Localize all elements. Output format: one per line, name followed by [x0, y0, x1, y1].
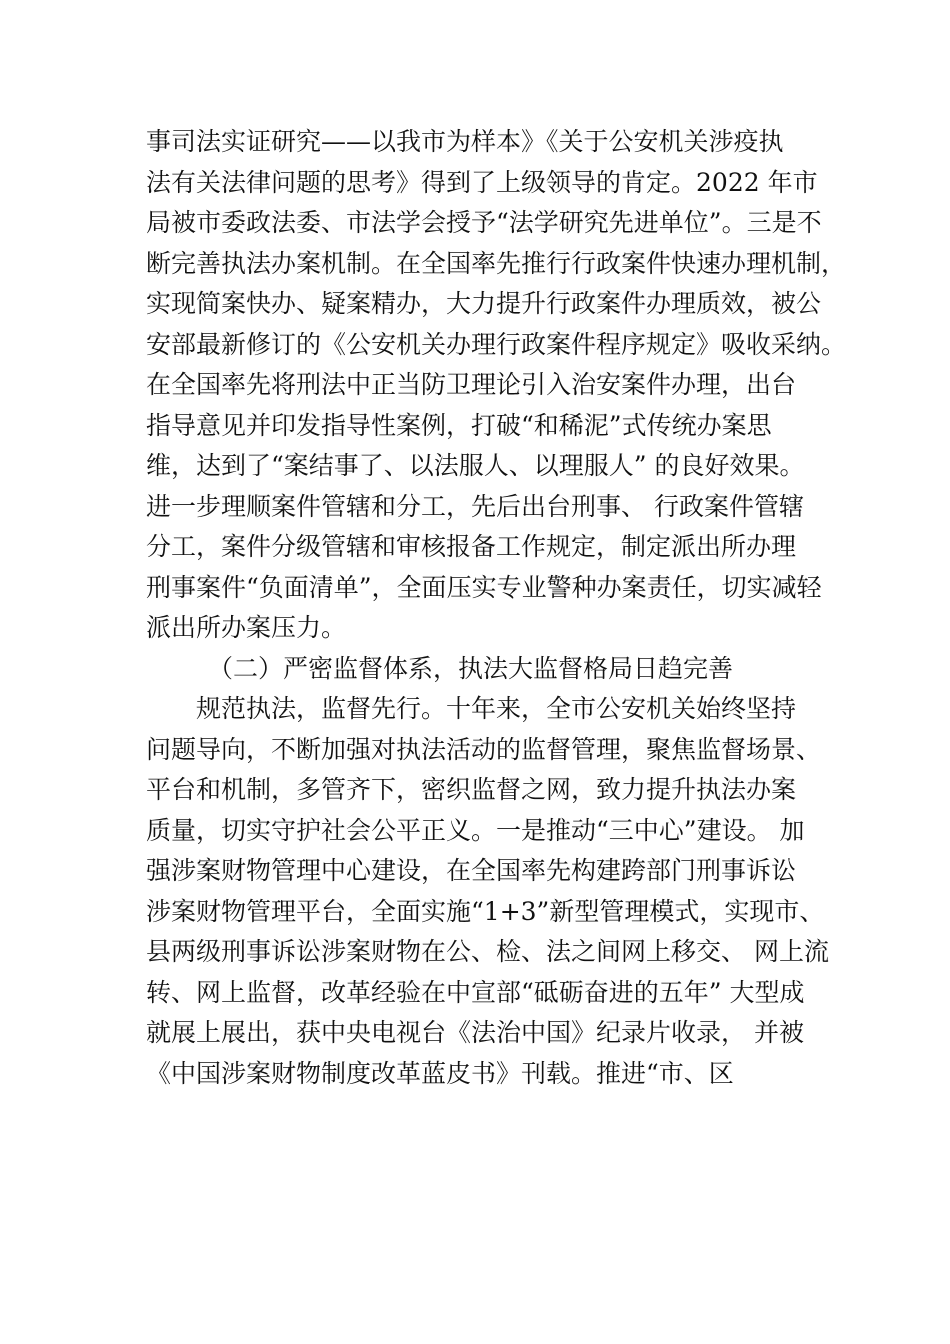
paragraph-line: 就展上展出，获中央电视台《法治中国》纪录片收录， 并被 [146, 1018, 804, 1047]
paragraph-line: 派出所办案压力。 [146, 613, 347, 642]
paragraph-line: 指导意见并印发指导性案例，打破“和稀泥”式传统办案思 [146, 410, 772, 440]
paragraph-line: 质量，切实守护社会公平正义。一是推动“三中心”建设。 加 [146, 815, 805, 845]
paragraph-line: 实现简案快办、疑案精办，大力提升行政案件办理质效，被公 [146, 289, 822, 318]
paragraph-line: 事司法实证研究——以我市为样本》《关于公安机关涉疫执 [146, 127, 784, 156]
paragraph-line: 在全国率先将刑法中正当防卫理论引入治安案件办理，出台 [146, 370, 797, 399]
paragraph-line: 县两级刑事诉讼涉案财物在公、检、法之间网上移交、 网上流 [146, 937, 829, 966]
body-text [146, 122, 847, 1094]
paragraph-line: 刑事案件“负面清单”，全面压实专业警种办案责任，切实减轻 [146, 572, 822, 602]
paragraph-line: 问题导向，不断加强对执法活动的监督管理，聚焦监督场景、 [146, 734, 822, 764]
paragraph-line: 维，达到了“案结事了、以法服人、以理服人” 的良好效果。 [146, 451, 805, 480]
paragraph-line: 安部最新修订的《公安机关办理行政案件程序规定》吸收采纳。 [146, 329, 847, 359]
paragraph-line: 断完善执法办案机制。在全国率先推行行政案件快速办理机制， [146, 248, 847, 278]
paragraph-line: 强涉案财物管理中心建设，在全国率先构建跨部门刑事诉讼 [146, 856, 797, 885]
paragraph-line: 法有关法律问题的思考》得到了上级领导的肯定。2022 年市 [146, 167, 818, 197]
paragraph-line: 进一步理顺案件管辖和分工，先后出台刑事、 行政案件管辖 [146, 491, 804, 521]
section-heading: （二）严密监督体系，执法大监督格局日趋完善 [208, 653, 734, 683]
paragraph-line: 《中国涉案财物制度改革蓝皮书》刊载。推进“市、区 [146, 1058, 734, 1088]
paragraph-line: 涉案财物管理平台，全面实施“1+3”新型管理模式，实现市、 [146, 896, 825, 926]
paragraph-line: 转、网上监督，改革经验在中宣部“砥砺奋进的五年” 大型成 [146, 977, 805, 1007]
paragraph-line: 局被市委政法委、市法学会授予“法学研究先进单位”。三是不 [146, 208, 822, 237]
paragraph-line: 平台和机制，多管齐下，密织监督之网，致力提升执法办案 [146, 775, 797, 804]
paragraph-first-line: 规范执法，监督先行。十年来，全市公安机关始终坚持 [196, 694, 797, 723]
paragraph-line: 分工，案件分级管辖和审核报备工作规定，制定派出所办理 [146, 532, 797, 561]
